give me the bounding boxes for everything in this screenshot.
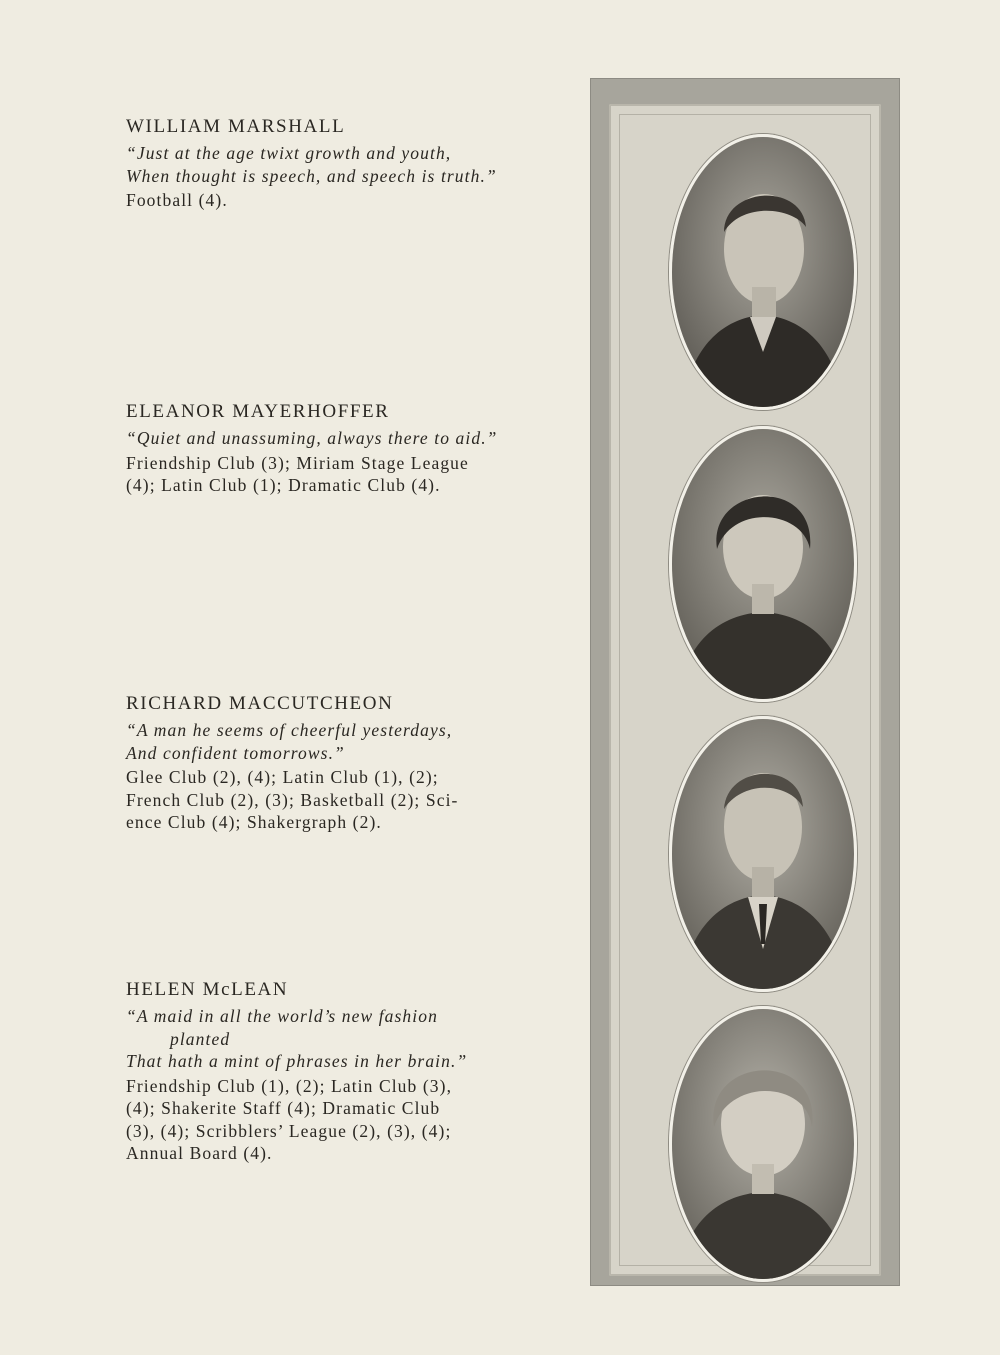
activities-line: Friendship Club (3); Miriam Stage League <box>126 452 469 473</box>
activities-line: Glee Club (2), (4); Latin Club (1), (2); <box>126 767 439 787</box>
portrait-silhouette-icon <box>672 1009 854 1279</box>
student-quote <box>126 1005 556 1073</box>
portrait-photo-mclean <box>669 1006 857 1282</box>
student-quote <box>126 719 556 764</box>
portrait-strip <box>590 78 900 1286</box>
activities-line: French Club (2), (3); Basketball (2); Sci- <box>126 789 459 810</box>
student-activities <box>126 189 556 212</box>
quote-line: “A maid in all the world’s new fashion <box>126 1006 438 1026</box>
student-activities <box>126 1075 556 1165</box>
student-name: HELEN McLEAN <box>126 979 289 1000</box>
senior-entry-maccutcheon <box>126 693 556 834</box>
activities-line: ence Club (4); Shakergraph (2). <box>126 812 382 832</box>
senior-entry-marshall <box>126 116 556 212</box>
quote-line: “Quiet and unassuming, always there to aid.” <box>126 428 498 448</box>
quote-line: And confident tomorrows.” <box>126 742 345 763</box>
portrait-silhouette-icon <box>672 429 854 699</box>
activities-line: (3), (4); Scribblers’ League (2), (3), (4); <box>126 1120 452 1141</box>
senior-entry-mayerhoffer <box>126 401 556 497</box>
quote-line: When thought is speech, and speech is truth.” <box>126 165 497 186</box>
student-activities <box>126 766 556 834</box>
senior-entry-mclean <box>126 979 556 1165</box>
portrait-silhouette-icon <box>672 137 854 407</box>
student-name: ELEANOR MAYERHOFFER <box>126 401 390 422</box>
activities-line: Friendship Club (1), (2); Latin Club (3), <box>126 1075 453 1096</box>
quote-line: That hath a mint of phrases in her brain.” <box>126 1051 468 1071</box>
activities-line: (4); Latin Club (1); Dramatic Club (4). <box>126 475 441 495</box>
student-quote <box>126 142 556 187</box>
student-activities <box>126 452 556 497</box>
quote-line: planted <box>170 1028 231 1049</box>
portrait-silhouette-icon <box>672 719 854 989</box>
portrait-panel <box>609 104 881 1276</box>
portrait-photo-mayerhoffer <box>669 426 857 702</box>
activities-line: (4); Shakerite Staff (4); Dramatic Club <box>126 1098 441 1118</box>
quote-line: “A man he seems of cheerful yesterdays, <box>126 720 453 740</box>
portrait-photo-marshall <box>669 134 857 410</box>
activities-line: Annual Board (4). <box>126 1143 273 1163</box>
student-name: RICHARD MACCUTCHEON <box>126 693 394 714</box>
quote-line: “Just at the age twixt growth and youth, <box>126 143 452 163</box>
student-quote <box>126 427 556 450</box>
portrait-photo-maccutcheon <box>669 716 857 992</box>
activities-line: Football (4). <box>126 190 228 210</box>
student-name: WILLIAM MARSHALL <box>126 116 346 137</box>
